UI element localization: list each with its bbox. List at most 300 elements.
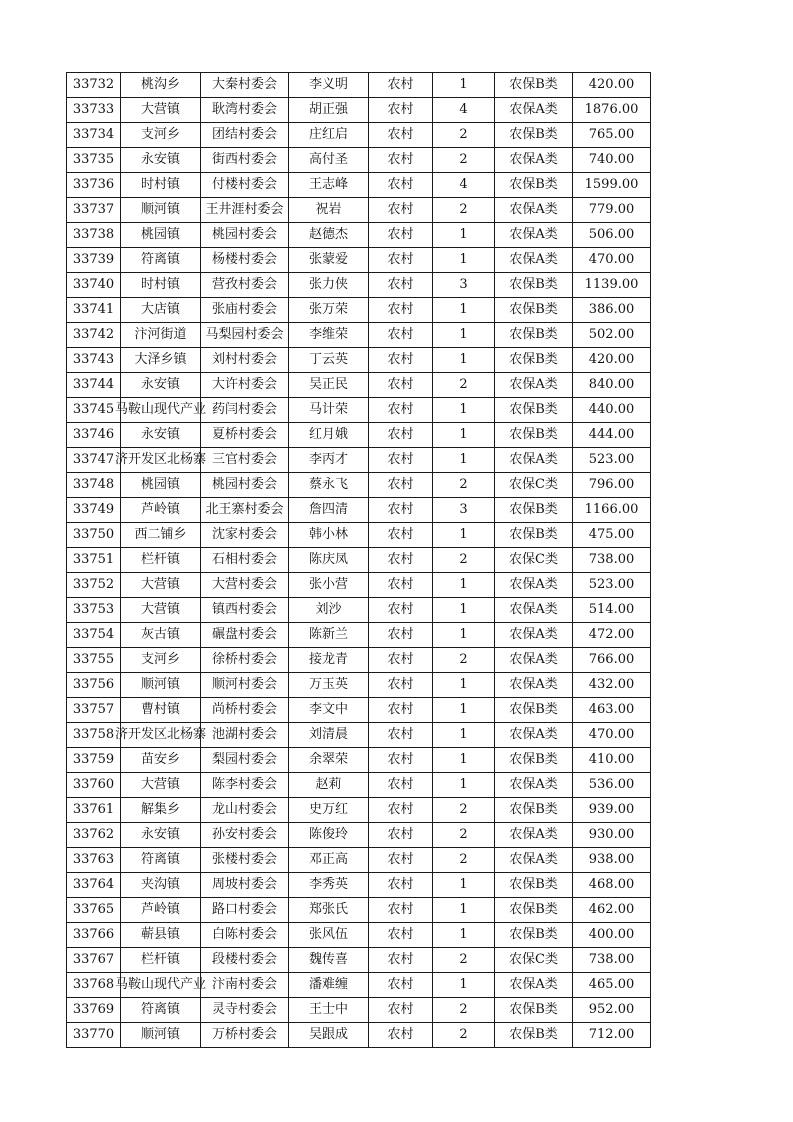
town-cell-text: 西二铺乡 (134, 527, 187, 542)
amount-cell (573, 148, 651, 173)
person-name-cell (289, 773, 369, 798)
household-type-cell (369, 823, 433, 848)
insurance-category-cell-text: 农保B类 (509, 927, 558, 942)
household-type-cell-text: 农村 (387, 302, 414, 317)
household-type-cell-text: 农村 (387, 527, 414, 542)
amount-cell (573, 273, 651, 298)
village-committee-cell-text: 耿湾村委会 (212, 102, 278, 117)
record-id-cell (67, 598, 121, 623)
village-committee-cell (201, 298, 289, 323)
insurance-category-cell-text: 农保B类 (509, 1002, 558, 1017)
table-row (67, 648, 651, 673)
village-committee-cell-text: 段楼村委会 (212, 952, 278, 967)
record-id-cell-text: 33753 (72, 602, 115, 617)
record-id-cell (67, 373, 121, 398)
member-count-cell (433, 848, 495, 873)
record-id-cell (67, 998, 121, 1023)
table-row (67, 173, 651, 198)
member-count-cell (433, 548, 495, 573)
village-committee-cell (201, 898, 289, 923)
village-committee-cell-text: 街西村委会 (212, 152, 278, 167)
insurance-category-cell-text: 农保A类 (509, 452, 558, 467)
household-type-cell-text: 农村 (387, 952, 414, 967)
insurance-category-cell-text: 农保B类 (509, 502, 558, 517)
member-count-cell-text: 1 (459, 577, 468, 592)
town-cell-text: 芦岭镇 (141, 502, 181, 517)
amount-cell-text: 740.00 (588, 152, 635, 167)
town-cell-text: 大营镇 (141, 102, 181, 117)
person-name-cell-text: 赵莉 (315, 777, 342, 792)
member-count-cell (433, 523, 495, 548)
town-cell-text: 桃沟乡 (141, 77, 181, 92)
person-name-cell-text: 张万荣 (309, 302, 349, 317)
household-type-cell (369, 273, 433, 298)
insurance-category-cell-text: 农保A类 (509, 602, 558, 617)
village-committee-cell (201, 273, 289, 298)
village-committee-cell-text: 王井涯村委会 (205, 202, 284, 217)
person-name-cell-text: 魏传喜 (309, 952, 349, 967)
table-row (67, 848, 651, 873)
household-type-cell (369, 223, 433, 248)
member-count-cell (433, 798, 495, 823)
insurance-category-cell (495, 923, 573, 948)
village-committee-cell-text: 北王寨村委会 (205, 502, 284, 517)
village-committee-cell (201, 723, 289, 748)
table-row (67, 723, 651, 748)
household-type-cell (369, 998, 433, 1023)
insurance-category-cell (495, 723, 573, 748)
person-name-cell (289, 473, 369, 498)
village-committee-cell-text: 营孜村委会 (212, 277, 278, 292)
member-count-cell-text: 3 (459, 277, 468, 292)
village-committee-cell-text: 孙安村委会 (212, 827, 278, 842)
household-type-cell (369, 448, 433, 473)
person-name-cell (289, 248, 369, 273)
household-type-cell (369, 498, 433, 523)
household-type-cell-text: 农村 (387, 127, 414, 142)
household-type-cell (369, 723, 433, 748)
person-name-cell-text: 李义明 (309, 77, 349, 92)
amount-cell-text: 410.00 (588, 752, 635, 767)
member-count-cell-text: 2 (459, 377, 468, 392)
insurance-category-cell (495, 198, 573, 223)
record-id-cell (67, 248, 121, 273)
insurance-category-cell (495, 698, 573, 723)
person-name-cell (289, 223, 369, 248)
town-cell (115, 973, 207, 998)
person-name-cell-text: 陈俊玲 (309, 827, 349, 842)
insurance-category-cell-text: 农保A类 (509, 727, 558, 742)
town-cell (121, 948, 201, 973)
record-id-cell-text: 33762 (72, 827, 115, 842)
household-type-cell-text: 农村 (387, 377, 414, 392)
village-committee-cell-text: 大营村委会 (212, 577, 278, 592)
amount-cell-text: 468.00 (588, 877, 635, 892)
town-cell (121, 473, 201, 498)
person-name-cell (289, 998, 369, 1023)
person-name-cell-text: 祝岩 (315, 202, 342, 217)
person-name-cell-text: 史万红 (309, 802, 349, 817)
member-count-cell (433, 298, 495, 323)
household-type-cell (369, 923, 433, 948)
member-count-cell-text: 1 (459, 777, 468, 792)
amount-cell (573, 948, 651, 973)
village-committee-cell (201, 623, 289, 648)
person-name-cell (289, 73, 369, 98)
record-id-cell (67, 723, 121, 748)
town-cell-text: 顺河镇 (141, 1027, 181, 1042)
member-count-cell (433, 973, 495, 998)
amount-cell-text: 536.00 (588, 777, 635, 792)
amount-cell-text: 475.00 (588, 527, 635, 542)
person-name-cell-text: 张风伍 (309, 927, 349, 942)
person-name-cell (289, 273, 369, 298)
record-id-cell-text: 33744 (72, 377, 115, 392)
member-count-cell (433, 873, 495, 898)
household-type-cell-text: 农村 (387, 577, 414, 592)
record-id-cell (67, 798, 121, 823)
member-count-cell-text: 2 (459, 827, 468, 842)
household-type-cell-text: 农村 (387, 877, 414, 892)
town-cell (121, 98, 201, 123)
amount-cell-text: 440.00 (588, 402, 635, 417)
record-id-cell (67, 498, 121, 523)
town-cell-text: 时村镇 (141, 177, 181, 192)
amount-cell (573, 473, 651, 498)
person-name-cell (289, 123, 369, 148)
village-committee-cell (201, 923, 289, 948)
record-id-cell-text: 33739 (72, 252, 115, 267)
amount-cell-text: 523.00 (588, 577, 635, 592)
person-name-cell (289, 498, 369, 523)
insurance-category-cell (495, 473, 573, 498)
household-type-cell-text: 农村 (387, 902, 414, 917)
household-type-cell-text: 农村 (387, 252, 414, 267)
insurance-category-cell (495, 573, 573, 598)
insurance-category-cell-text: 农保A类 (509, 677, 558, 692)
household-type-cell (369, 623, 433, 648)
insurance-category-cell (495, 448, 573, 473)
person-name-cell-text: 庄红启 (309, 127, 349, 142)
record-id-cell-text: 33765 (72, 902, 115, 917)
member-count-cell (433, 823, 495, 848)
record-id-cell-text: 33742 (72, 327, 115, 342)
table-row (67, 98, 651, 123)
village-committee-cell (201, 398, 289, 423)
village-committee-cell-text: 灵寺村委会 (212, 1002, 278, 1017)
amount-cell-text: 502.00 (588, 327, 635, 342)
amount-cell (573, 898, 651, 923)
town-cell-text: 时村镇 (141, 277, 181, 292)
record-id-cell (67, 1023, 121, 1048)
record-id-cell-text: 33746 (72, 427, 115, 442)
village-committee-cell (201, 523, 289, 548)
village-committee-cell-text: 刘村村委会 (212, 352, 278, 367)
village-committee-cell (201, 473, 289, 498)
household-type-cell-text: 农村 (387, 552, 414, 567)
household-type-cell-text: 农村 (387, 477, 414, 492)
person-name-cell (289, 823, 369, 848)
household-type-cell (369, 948, 433, 973)
table-row (67, 973, 651, 998)
household-type-cell (369, 198, 433, 223)
amount-cell-text: 840.00 (588, 377, 635, 392)
household-type-cell-text: 农村 (387, 177, 414, 192)
insurance-category-cell (495, 873, 573, 898)
person-name-cell-text: 陈庆凤 (309, 552, 349, 567)
insurance-category-cell-text: 农保A类 (509, 652, 558, 667)
table-row (67, 223, 651, 248)
table-row (67, 623, 651, 648)
village-committee-cell-text: 汴南村委会 (212, 977, 278, 992)
member-count-cell (433, 248, 495, 273)
record-id-cell-text: 33763 (72, 852, 115, 867)
member-count-cell (433, 473, 495, 498)
table-row (67, 323, 651, 348)
household-type-cell-text: 农村 (387, 777, 414, 792)
town-cell-text: 大营镇 (141, 777, 181, 792)
insurance-category-cell (495, 423, 573, 448)
town-cell-text: 永安镇 (141, 377, 181, 392)
village-committee-cell-text: 桃园村委会 (212, 477, 278, 492)
record-id-cell-text: 33768 (72, 977, 115, 992)
village-committee-cell-text: 周坡村委会 (212, 877, 278, 892)
amount-cell-text: 470.00 (588, 727, 635, 742)
record-id-cell (67, 173, 121, 198)
amount-cell (573, 748, 651, 773)
town-cell-text: 大店镇 (141, 302, 181, 317)
town-cell (121, 173, 201, 198)
village-committee-cell-text: 药闫村委会 (212, 402, 278, 417)
member-count-cell (433, 748, 495, 773)
amount-cell (573, 198, 651, 223)
member-count-cell-text: 2 (459, 477, 468, 492)
town-cell-text: 永安镇 (141, 152, 181, 167)
town-cell (121, 498, 201, 523)
table-row (67, 998, 651, 1023)
village-committee-cell-text: 顺河村委会 (212, 677, 278, 692)
record-id-cell-text: 33736 (72, 177, 115, 192)
insurance-category-cell (495, 98, 573, 123)
amount-cell (573, 348, 651, 373)
household-type-cell-text: 农村 (387, 402, 414, 417)
member-count-cell-text: 1 (459, 602, 468, 617)
amount-cell-text: 796.00 (588, 477, 635, 492)
town-cell-text: 苗安乡 (141, 752, 181, 767)
insurance-category-cell (495, 848, 573, 873)
person-name-cell-text: 李维荣 (309, 327, 349, 342)
insurance-category-cell-text: 农保B类 (509, 702, 558, 717)
record-id-cell-text: 33734 (72, 127, 115, 142)
village-committee-cell-text: 杨楼村委会 (212, 252, 278, 267)
person-name-cell (289, 198, 369, 223)
record-id-cell (67, 748, 121, 773)
village-committee-cell-text: 马梨园村委会 (205, 327, 284, 342)
amount-cell (573, 923, 651, 948)
person-name-cell (289, 423, 369, 448)
person-name-cell (289, 723, 369, 748)
insurance-category-cell-text: 农保B类 (509, 527, 558, 542)
person-name-cell (289, 798, 369, 823)
amount-cell-text: 514.00 (588, 602, 635, 617)
table-row (67, 248, 651, 273)
town-cell (121, 298, 201, 323)
person-name-cell (289, 648, 369, 673)
village-committee-cell (201, 873, 289, 898)
table-row (67, 548, 651, 573)
town-cell (121, 598, 201, 623)
person-name-cell (289, 748, 369, 773)
person-name-cell (289, 973, 369, 998)
member-count-cell-text: 1 (459, 327, 468, 342)
member-count-cell-text: 2 (459, 802, 468, 817)
member-count-cell (433, 98, 495, 123)
record-id-cell (67, 448, 121, 473)
insurance-category-cell (495, 248, 573, 273)
member-count-cell-text: 3 (459, 502, 468, 517)
insurance-category-cell (495, 998, 573, 1023)
member-count-cell (433, 448, 495, 473)
town-cell (121, 523, 201, 548)
records-table-body (67, 73, 651, 1048)
insurance-category-cell-text: 农保A类 (509, 152, 558, 167)
household-type-cell-text: 农村 (387, 927, 414, 942)
village-committee-cell-text: 池湖村委会 (212, 727, 278, 742)
person-name-cell (289, 173, 369, 198)
amount-cell (573, 398, 651, 423)
village-committee-cell (201, 748, 289, 773)
amount-cell (573, 223, 651, 248)
amount-cell-text: 420.00 (588, 352, 635, 367)
person-name-cell (289, 873, 369, 898)
insurance-category-cell-text: 农保A类 (509, 977, 558, 992)
town-cell (115, 448, 207, 473)
town-cell (121, 898, 201, 923)
household-type-cell (369, 1023, 433, 1048)
town-cell-text: 顺河镇 (141, 677, 181, 692)
insurance-category-cell-text: 农保A类 (509, 227, 558, 242)
person-name-cell-text: 王志峰 (309, 177, 349, 192)
amount-cell-text: 400.00 (588, 927, 635, 942)
person-name-cell (289, 573, 369, 598)
amount-cell (573, 298, 651, 323)
village-committee-cell-text: 沈家村委会 (212, 527, 278, 542)
household-type-cell-text: 农村 (387, 702, 414, 717)
member-count-cell-text: 1 (459, 227, 468, 242)
person-name-cell-text: 李文中 (309, 702, 349, 717)
insurance-category-cell (495, 173, 573, 198)
insurance-category-cell (495, 73, 573, 98)
record-id-cell-text: 33764 (72, 877, 115, 892)
insurance-category-cell (495, 648, 573, 673)
person-name-cell-text: 丁云英 (309, 352, 349, 367)
insurance-category-cell (495, 748, 573, 773)
table-row (67, 448, 651, 473)
record-id-cell-text: 33741 (72, 302, 115, 317)
insurance-category-cell (495, 298, 573, 323)
amount-cell (573, 323, 651, 348)
household-type-cell (369, 898, 433, 923)
record-id-cell-text: 33743 (72, 352, 115, 367)
member-count-cell-text: 1 (459, 702, 468, 717)
amount-cell-text: 506.00 (588, 227, 635, 242)
insurance-category-cell (495, 773, 573, 798)
member-count-cell (433, 148, 495, 173)
person-name-cell (289, 948, 369, 973)
town-cell-text: 大营镇 (141, 602, 181, 617)
town-cell-text: 济开发区北杨寨 (115, 452, 207, 467)
town-cell-text: 芦岭镇 (141, 902, 181, 917)
village-committee-cell (201, 498, 289, 523)
village-committee-cell-text: 大秦村委会 (212, 77, 278, 92)
person-name-cell (289, 298, 369, 323)
household-type-cell-text: 农村 (387, 427, 414, 442)
insurance-category-cell (495, 798, 573, 823)
member-count-cell-text: 1 (459, 352, 468, 367)
household-type-cell-text: 农村 (387, 752, 414, 767)
amount-cell-text: 930.00 (588, 827, 635, 842)
town-cell-text: 符离镇 (141, 1002, 181, 1017)
person-name-cell (289, 98, 369, 123)
record-id-cell-text: 33769 (72, 1002, 115, 1017)
record-id-cell-text: 33740 (72, 277, 115, 292)
insurance-category-cell-text: 农保B类 (509, 352, 558, 367)
amount-cell-text: 1139.00 (584, 277, 639, 292)
household-type-cell (369, 123, 433, 148)
village-committee-cell (201, 773, 289, 798)
insurance-category-cell-text: 农保A类 (509, 252, 558, 267)
amount-cell (573, 498, 651, 523)
member-count-cell (433, 348, 495, 373)
village-committee-cell-text: 三官村委会 (212, 452, 278, 467)
amount-cell-text: 470.00 (588, 252, 635, 267)
town-cell (121, 673, 201, 698)
member-count-cell-text: 4 (459, 177, 468, 192)
record-id-cell (67, 523, 121, 548)
insurance-category-cell-text: 农保C类 (509, 552, 558, 567)
person-name-cell-text: 吴正民 (309, 377, 349, 392)
town-cell (121, 1023, 201, 1048)
household-type-cell-text: 农村 (387, 1002, 414, 1017)
record-id-cell-text: 33758 (72, 727, 115, 742)
record-id-cell-text: 33761 (72, 802, 115, 817)
town-cell (121, 798, 201, 823)
member-count-cell-text: 2 (459, 152, 468, 167)
person-name-cell-text: 郑张氏 (309, 902, 349, 917)
town-cell (121, 623, 201, 648)
amount-cell (573, 623, 651, 648)
household-type-cell (369, 673, 433, 698)
town-cell-text: 蕲县镇 (141, 927, 181, 942)
insurance-category-cell-text: 农保B类 (509, 1027, 558, 1042)
person-name-cell-text: 吴跟成 (309, 1027, 349, 1042)
member-count-cell-text: 1 (459, 902, 468, 917)
person-name-cell-text: 李秀英 (309, 877, 349, 892)
record-id-cell-text: 33735 (72, 152, 115, 167)
member-count-cell-text: 2 (459, 127, 468, 142)
village-committee-cell (201, 423, 289, 448)
record-id-cell-text: 33749 (72, 502, 115, 517)
town-cell (121, 573, 201, 598)
amount-cell-text: 462.00 (588, 902, 635, 917)
table-row (67, 473, 651, 498)
person-name-cell (289, 323, 369, 348)
record-id-cell-text: 33737 (72, 202, 115, 217)
table-row (67, 923, 651, 948)
insurance-category-cell (495, 673, 573, 698)
person-name-cell-text: 余翠荣 (309, 752, 349, 767)
table-row (67, 823, 651, 848)
